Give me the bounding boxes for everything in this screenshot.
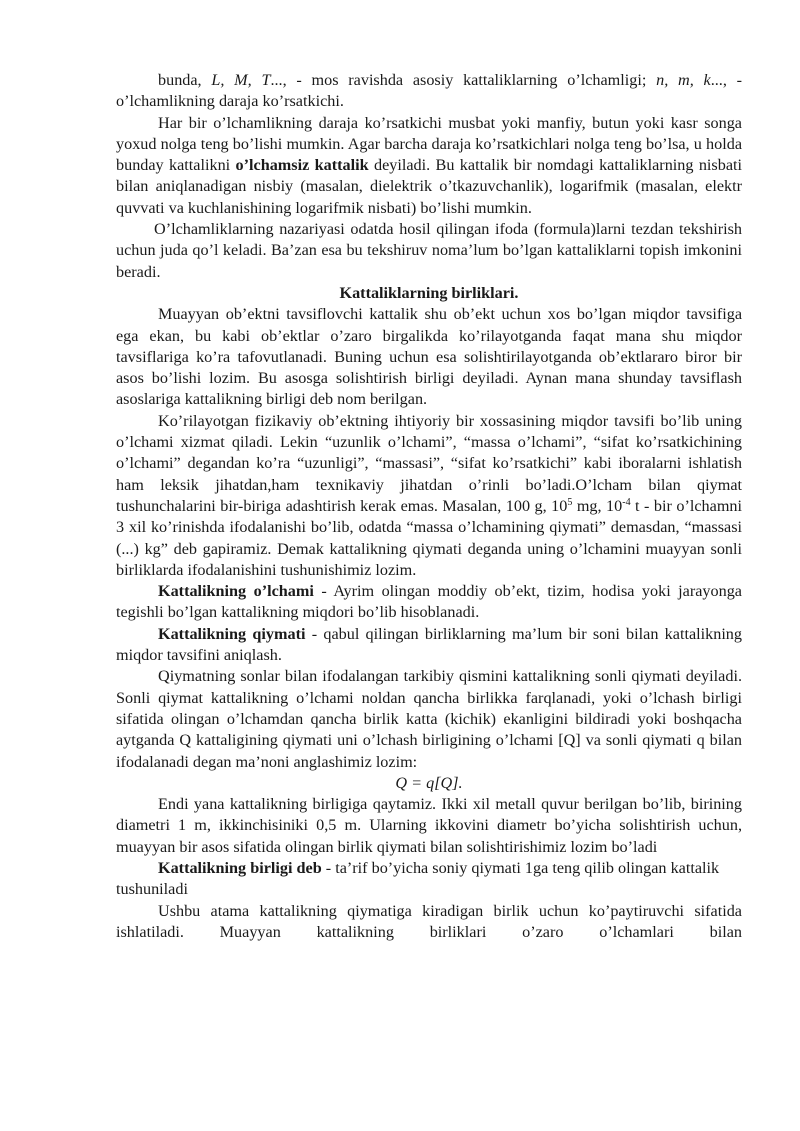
superscript: -4 <box>622 496 631 508</box>
definition-term: Kattalikning qiymati <box>158 624 306 643</box>
definition-unit <box>116 858 742 901</box>
text: ..., - mos ravishda asosiy kattaliklarning o’lchamligi; <box>270 71 657 89</box>
paragraph-dimensionless <box>116 113 742 219</box>
paragraph-multiplier: Ushbu atama kattalikning qiymatiga kiradigan birlik uchun ko’paytiruvchi sifatida ishlatiladi. Muayyan kattalikning birliklari o’zaro o’lchamlari bilan <box>116 901 742 941</box>
document-page <box>116 70 742 943</box>
definition-text: - ta’rif bo’yicha soniy qiymati 1ga teng qilib olingan kattalik tushuniladi <box>116 858 720 899</box>
definition-value <box>116 624 742 667</box>
section-heading: Kattaliklarning birliklari. <box>339 283 519 302</box>
text: mg, 10 <box>572 496 623 515</box>
paragraph-dimension-theory: O’lchamliklarning nazariyasi odatda hosil qilingan ifoda (formula)larni tezdan tekshirish uchun juda qo’l keladi. Ba’zan esa bu tekshiruv noma’lum bo’lgan kattaliklarni topish imkonini beradi. <box>116 220 742 281</box>
text: Har bir o’lchamlikning daraja ko’rsatkichi musbat yoki manfiy, butun yoki kasr songa yoxud nolga teng bo’lishi mumkin. Agar barcha daraja ko’rsatkichlari nolga teng bo’lsa, u holda bunday kattalikni <box>116 113 742 175</box>
text: t - bir o’lchamni 3 xil ko’rinishda ifodalanishi bo’lib, odatda “massa o’lchamining qiymati” demasdan, “massasi (...) kg” deb gapiramiz. Demak kattalikning qiymati deganda uning o’lchamini muayyan sonli birliklarda ifodalanishini tushunishimiz lozim. <box>116 496 743 579</box>
paragraph-numeric-value: Qiymatning sonlar bilan ifodalangan tarkibiy qismini kattalikning sonli qiymati deyiladi. Sonli qiymat kattalikning o’lchami noldan qancha birlikka farqlanadi, yoki o’lchash birligi sifatida olingan o’lchamdan qancha birlik katta (kichik) ekanligini bildiradi yoki boshqacha aytganda Q kattaligining qiymati uni o’lchash birligining o’lchami [Q] va sonli qiymati q bilan ifodalanadi degan ma’noni anglashimiz lozim: <box>116 667 742 771</box>
definition-text: - qabul qilingan birliklarning ma’lum bir soni bilan kattalikning miqdor tavsifini aniqlash. <box>116 624 742 665</box>
paragraph-pipe-example: Endi yana kattalikning birligiga qaytamiz. Ikki xil metall quvur berilgan bo’lib, birining diametri 1 m, ikkinchisiniki 0,5 m. Ularning ikkovini diametr bo’yicha solishtirish uchun, muayyan bir asos sifatida olingan birlik qiymati bilan solishtirishimiz lozim bo’ladi <box>116 795 742 856</box>
italic-exponents: n, m, k <box>656 71 711 89</box>
paragraph-units-intro: Muayyan ob’ektni tavsiflovchi kattalik shu ob’ekt uchun xos bo’lgan miqdor tavsifiga ega ekan, bu kabi ob’ektlar o’zaro birgalikda ko’rilayotganda faqat mana shu miqdor tavsiflariga ko’ra tafovutlanadi. Buning uchun esa solishtirilayotganda ob’ektlararo biror bir asos bo’lishi lozim. Bu asosga solishtirish birligi deyiladi. Aynan mana shunday tavsiflash asoslariga kattalikning birligi deb nom berilgan. <box>116 305 742 409</box>
bold-term: o’lchamsiz kattalik <box>235 156 369 175</box>
definition-size <box>116 581 742 624</box>
italic-symbols: L, M, T <box>211 71 271 89</box>
text: Ko’rilayotgan fizikaviy ob’ektning ihtiyoriy bir xossasining miqdor tavsifi bo’lib uning o’lchami xizmat qiladi. Lekin “uzunlik o’lchami”, “massa o’lchami”, “sifat ko’rsatkichining o’lchami” degandan ko’ra “uzunligi”, “massasi”, “sifat ko’rsatkichi” kabi iboralarni ishlatish ham leksik jihatdan,ham texnikaviy jihatdan o’rinli bo’ladi.O’lcham bilan qiymat tushunchalarini bir-biriga adashtirish kerak emas. Masalan, 100 g, 10 <box>116 411 742 515</box>
text: deyiladi. Bu kattalik bir nomdagi kattaliklarning nisbati bilan aniqlanadigan nisbiy (masalan, dielektrik o’tkazuvchanlik), logarifmik (masalan, elektr quvvati va kuchlanishining logarifmik nisbati) bo’lishi mumkin. <box>116 156 742 217</box>
text: ..., - o’lchamlikning daraja ko’rsatkichi. <box>116 71 743 111</box>
text: bunda, <box>158 71 212 89</box>
definition-text: - Ayrim olingan moddiy ob’ekt, tizim, hodisa yoki jarayonga tegishli bo’lgan kattalikning miqdori bo’lib hisoblanadi. <box>116 582 742 622</box>
definition-term: Kattalikning o’lchami <box>158 582 314 601</box>
formula: Q = q[Q]. <box>395 773 463 792</box>
definition-term: Kattalikning birligi deb <box>158 858 322 877</box>
superscript: 5 <box>567 496 573 508</box>
paragraph-legend <box>116 70 742 113</box>
paragraph-size-vs-value <box>116 411 742 581</box>
